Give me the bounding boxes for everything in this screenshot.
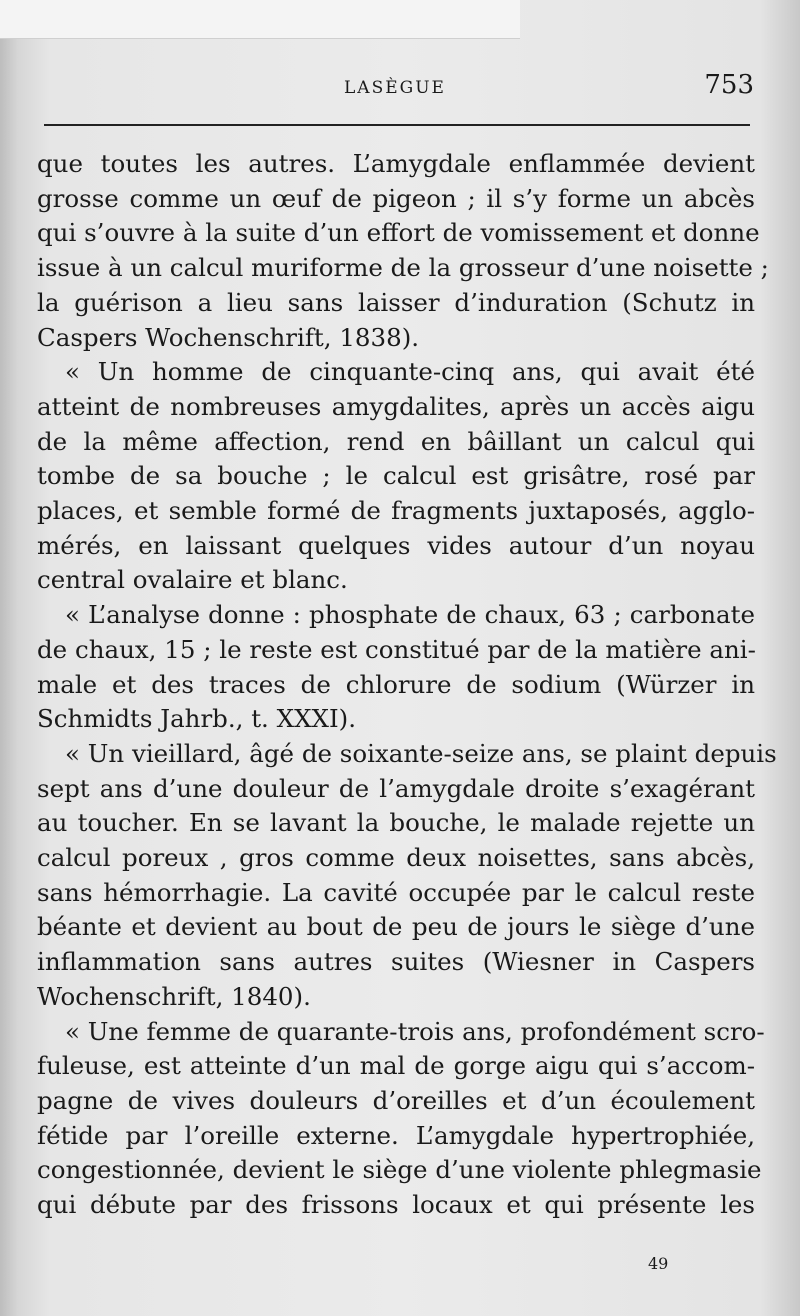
running-head: LASÈGUE xyxy=(344,78,446,98)
text-line: « L’analyse donne : phosphate de chaux, 63 ; carbonate xyxy=(65,600,755,630)
text-line: Caspers Wochenschrift, 1838). xyxy=(37,322,420,352)
text-line: « Un vieillard, âgé de soixante-seize ans, se plaint depuis xyxy=(65,738,777,768)
text-line: calcul poreux , gros comme deux noisettes, sans abcès, xyxy=(37,843,755,873)
text-line: grosse comme un œuf de pigeon ; il s’y forme un abcès xyxy=(37,183,755,213)
text-line: sans hémorrhagie. La cavité occupée par le calcul reste xyxy=(37,877,755,907)
text-line: central ovalaire et blanc. xyxy=(37,565,348,595)
text-line: inflammation sans autres suites (Wiesner in Caspers xyxy=(37,947,755,977)
text-line: au toucher. En se lavant la bouche, le malade rejette un xyxy=(37,808,755,838)
page-number: 753 xyxy=(704,70,754,100)
text-line: qui s’ouvre à la suite d’un effort de vomissement et donne xyxy=(37,218,760,248)
text-line: fétide par l’oreille externe. L’amygdale hypertrophiée, xyxy=(37,1120,755,1150)
text-line: mérés, en laissant quelques vides autour d’un noyau xyxy=(37,530,755,560)
text-line: de la même affection, rend en bâillant un calcul qui xyxy=(37,426,755,456)
text-line: atteint de nombreuses amygdalites, après un accès aigu xyxy=(37,391,755,421)
text-line: de chaux, 15 ; le reste est constitué par de la matière ani- xyxy=(37,634,756,664)
text-line: tombe de sa bouche ; le calcul est grisâtre, rosé par xyxy=(37,461,755,491)
text-line: pagne de vives douleurs d’oreilles et d’un écoulement xyxy=(37,1085,755,1115)
text-line: la guérison a lieu sans laisser d’induration (Schutz in xyxy=(37,287,755,317)
text-line: qui débute par des frissons locaux et qui présente les xyxy=(37,1190,755,1220)
text-line: places, et semble formé de fragments juxtaposés, agglo- xyxy=(37,496,755,526)
text-line: « Un homme de cinquante-cinq ans, qui avait été xyxy=(65,357,755,387)
text-line: « Une femme de quarante-trois ans, profondément scro- xyxy=(65,1016,765,1046)
text-line: Schmidts Jahrb., t. XXXI). xyxy=(37,704,356,734)
paper-scrap xyxy=(0,0,520,39)
body-text xyxy=(37,147,777,1223)
text-line: congestionnée, devient le siège d’une violente phlegmasie xyxy=(37,1155,762,1185)
text-line: que toutes les autres. L’amygdale enflammée devient xyxy=(37,149,755,178)
text-line: fuleuse, est atteinte d’un mal de gorge aigu qui s’accom- xyxy=(37,1051,755,1081)
text-line: béante et devient au bout de peu de jours le siège d’une xyxy=(37,912,755,942)
text-line: male et des traces de chlorure de sodium (Würzer in xyxy=(37,669,755,699)
text-line: issue à un calcul muriforme de la grosseur d’une noisette ; xyxy=(37,253,769,283)
signature-mark: 49 xyxy=(648,1254,669,1273)
text-line: sept ans d’une douleur de l’amygdale droite s’exagérant xyxy=(37,773,755,803)
text-line: Wochenschrift, 1840). xyxy=(37,981,311,1011)
header-rule xyxy=(44,124,750,126)
page-header xyxy=(36,70,754,110)
